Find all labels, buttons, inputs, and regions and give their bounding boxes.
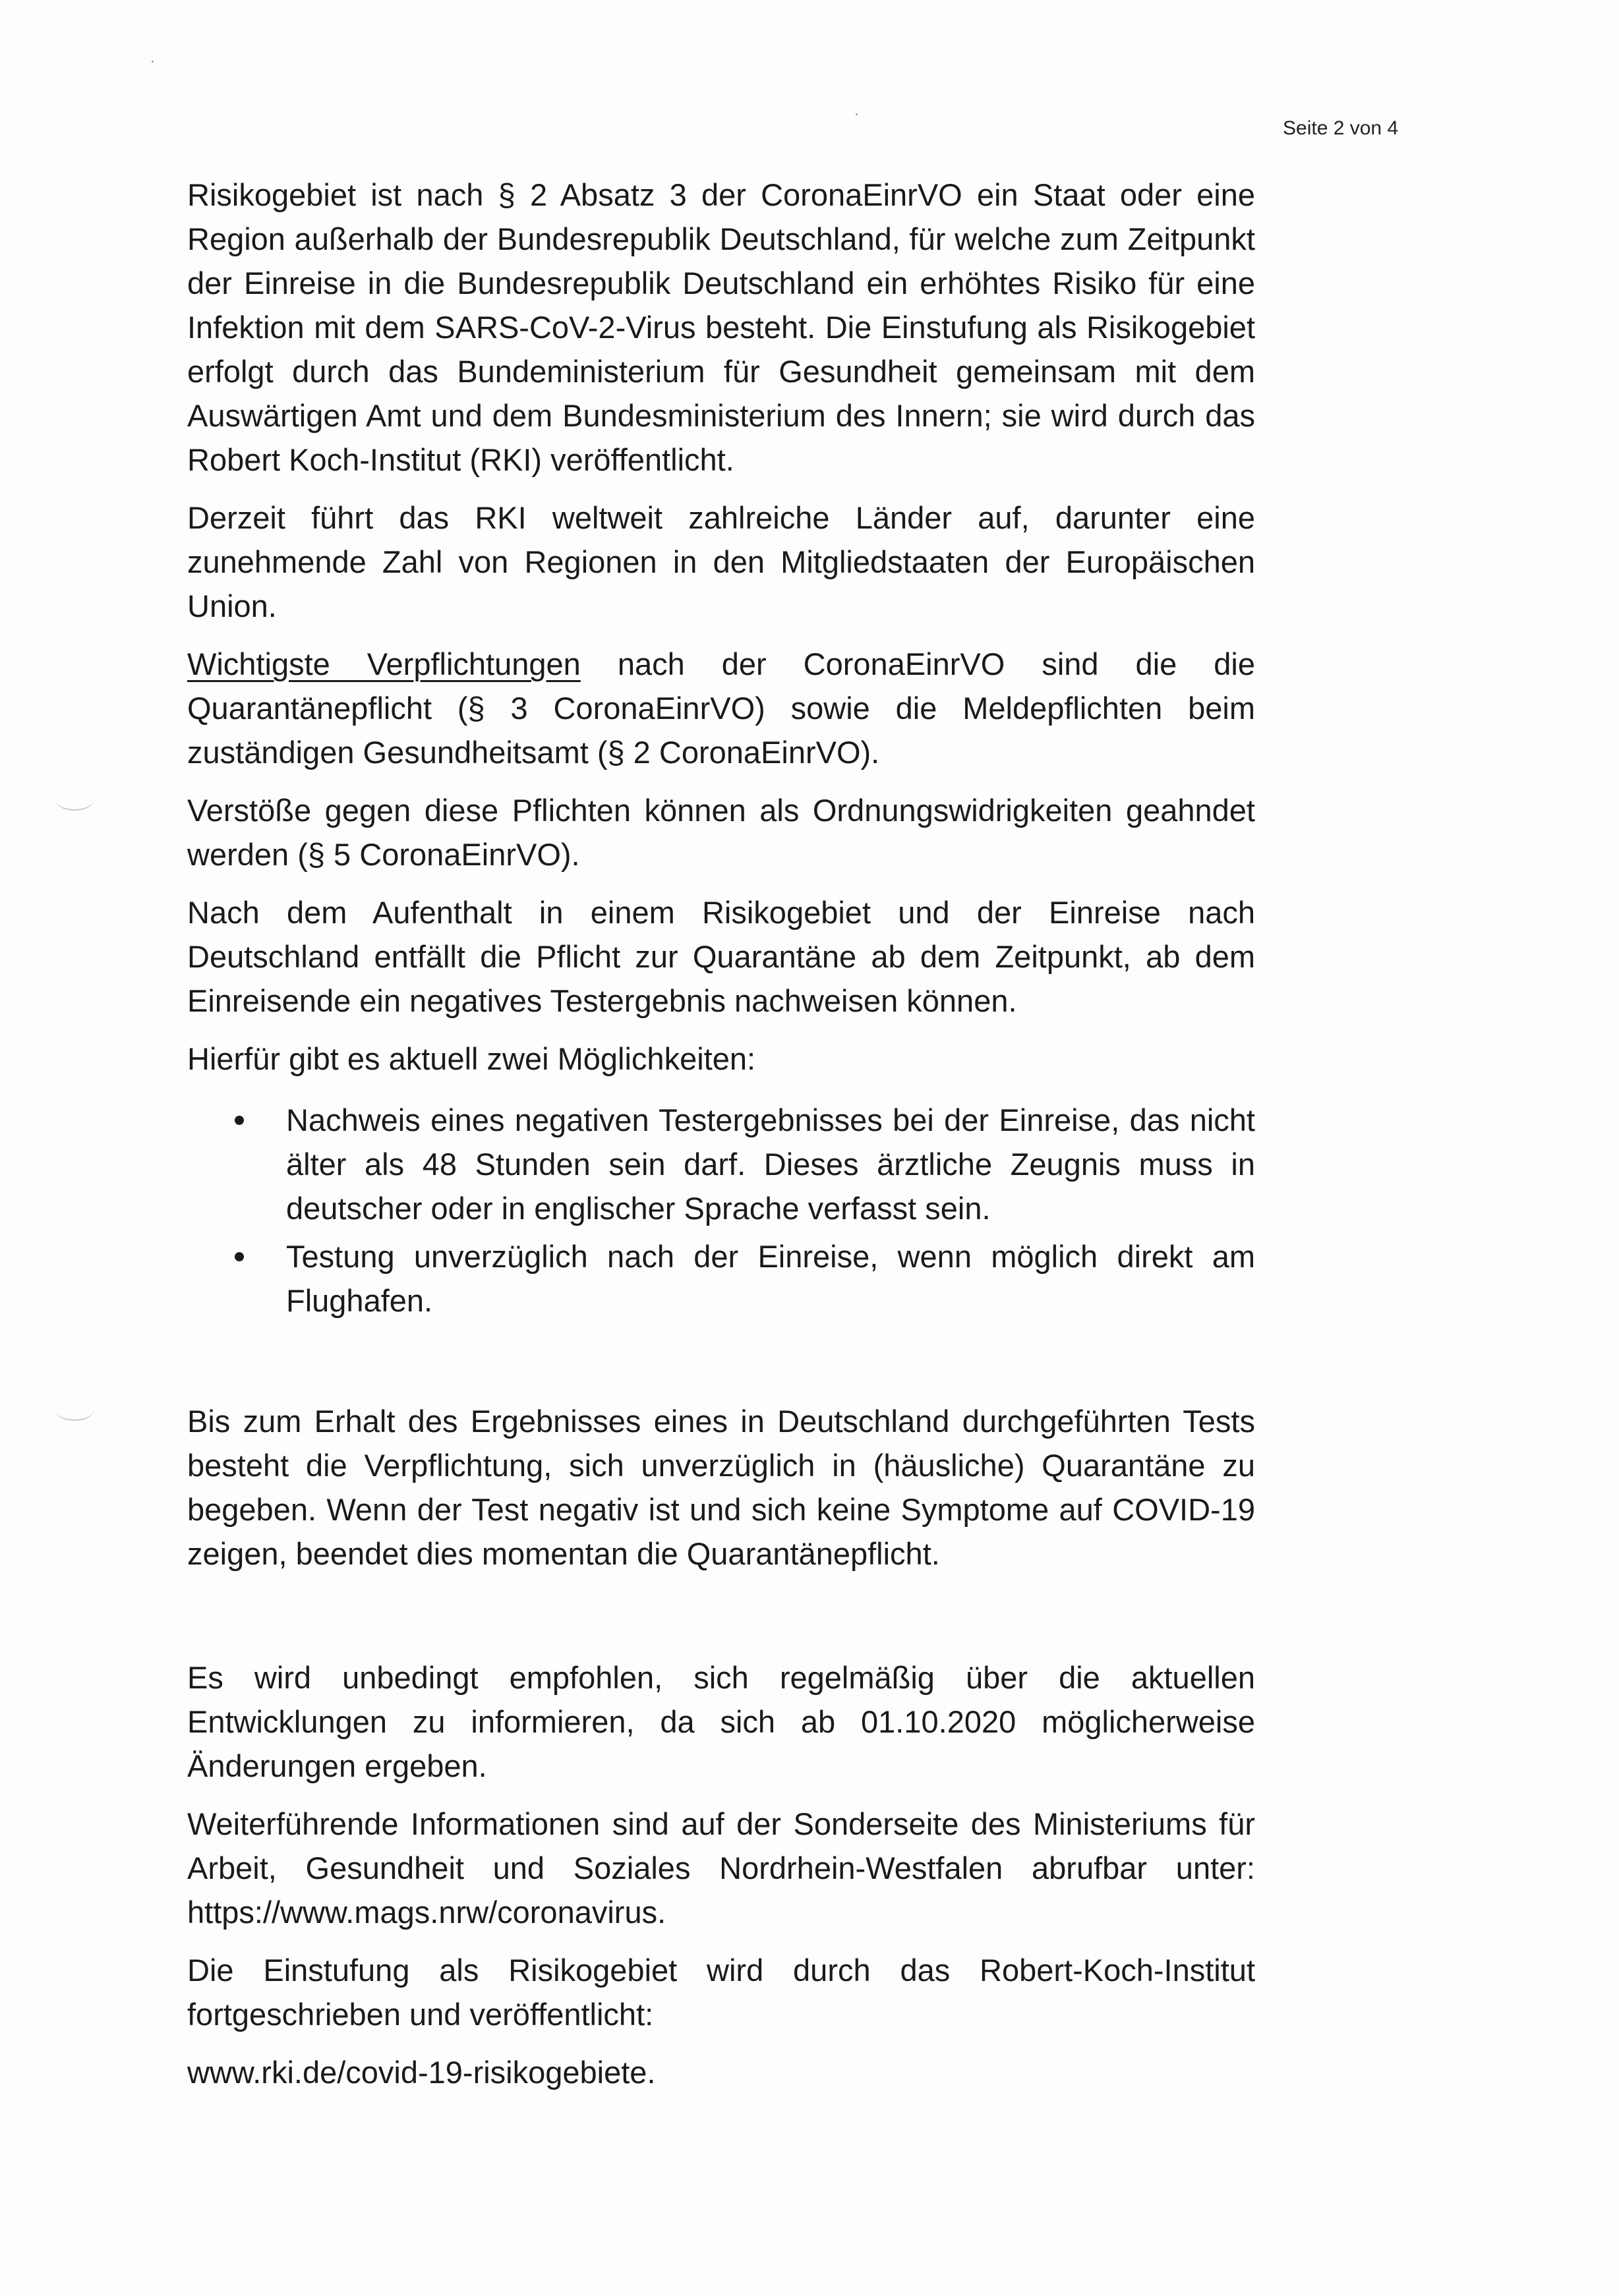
paragraph-obligations (187, 642, 1255, 774)
paragraph-risk-area-definition: Risikogebiet ist nach § 2 Absatz 3 der CoronaEinrVO ein Staat oder eine Region außerhalb der Bundesrepublik Deutschland, für welche zum Zeitpunkt der Einreise in die Bundesrepublik Deutschland ein erhöhtes Risiko für eine Infektion mit dem SARS-CoV-2-Virus besteht. Die Einstufung als Risikogebiet erfolgt durch das Bundeministerium für Gesundheit gemeinsam mit dem Auswärtigen Amt und dem Bundesministerium des Innern; sie wird durch das Robert Koch-Institut (RKI) veröffentlicht. (187, 177, 1255, 477)
list-item: Testung unverzüglich nach der Einreise, wenn möglich direkt am Flughafen. (286, 1234, 1255, 1323)
punch-hole-mark (55, 789, 94, 811)
spacer (187, 1590, 1255, 1655)
paragraph-classification-source: Die Einstufung als Risikogebiet wird durch das Robert-Koch-Institut fortgeschrieben und veröffentlicht: (187, 1953, 1255, 2032)
paragraph-recommendation: Es wird unbedingt empfohlen, sich regelmäßig über die aktuellen Entwicklungen zu informieren, da sich ab 01.10.2020 möglicherweise Änderungen ergeben. (187, 1660, 1255, 1783)
paragraph-rki-link: www.rki.de/covid-19-risikogebiete. (187, 2055, 656, 2090)
obligations-text: nach der CoronaEinrVO sind die die Quarantänepflicht (§ 3 CoronaEinrVO) sowie die Meldepflichten beim zuständigen Gesundheitsamt (§ 2 CoronaEinrVO). (187, 646, 1255, 770)
scan-speck (152, 61, 154, 63)
paragraph-options-intro: Hierfür gibt es aktuell zwei Möglichkeiten: (187, 1041, 756, 1076)
punch-hole-mark (55, 1400, 94, 1421)
paragraph-quarantine-ends: Nach dem Aufenthalt in einem Risikogebiet und der Einreise nach Deutschland entfällt die Pflicht zur Quarantäne ab dem Zeitpunkt, ab dem Einreisende ein negatives Testergebnis nachweisen können. (187, 895, 1255, 1018)
options-list (187, 1098, 1255, 1323)
document-body (187, 173, 1255, 2108)
page-number: Seite 2 von 4 (1283, 117, 1399, 139)
paragraph-further-info: Weiterführende Informationen sind auf der Sonderseite des Ministeriums für Arbeit, Gesundheit und Soziales Nordrhein-Westfalen abrufbar unter: https://www.mags.nrw/coronavirus. (187, 1806, 1255, 1930)
scan-speck (856, 113, 858, 115)
list-item: Nachweis eines negativen Testergebnisses bei der Einreise, das nicht älter als 48 Stunden sein darf. Dieses ärztliche Zeugnis muss in deutscher oder in englischer Sprache verfasst sein. (286, 1098, 1255, 1230)
paragraph-rki-listing: Derzeit führt das RKI weltweit zahlreiche Länder auf, darunter eine zunehmende Zahl von Regionen in den Mitgliedstaaten der Europäischen Union. (187, 500, 1255, 623)
paragraph-violations: Verstöße gegen diese Pflichten können als Ordnungswidrigkeiten geahndet werden (§ 5 CoronaEinrVO). (187, 793, 1255, 872)
paragraph-test-result-quarantine: Bis zum Erhalt des Ergebnisses eines in Deutschland durchgeführten Tests besteht die Verpflichtung, sich unverzüglich in (häusliche) Quarantäne zu begeben. Wenn der Test negativ ist und sich keine Symptome auf COVID-19 zeigen, beendet dies momentan die Quarantänepflicht. (187, 1404, 1255, 1571)
obligations-heading: Wichtigste Verpflichtungen (187, 646, 581, 681)
spacer (187, 1327, 1255, 1399)
